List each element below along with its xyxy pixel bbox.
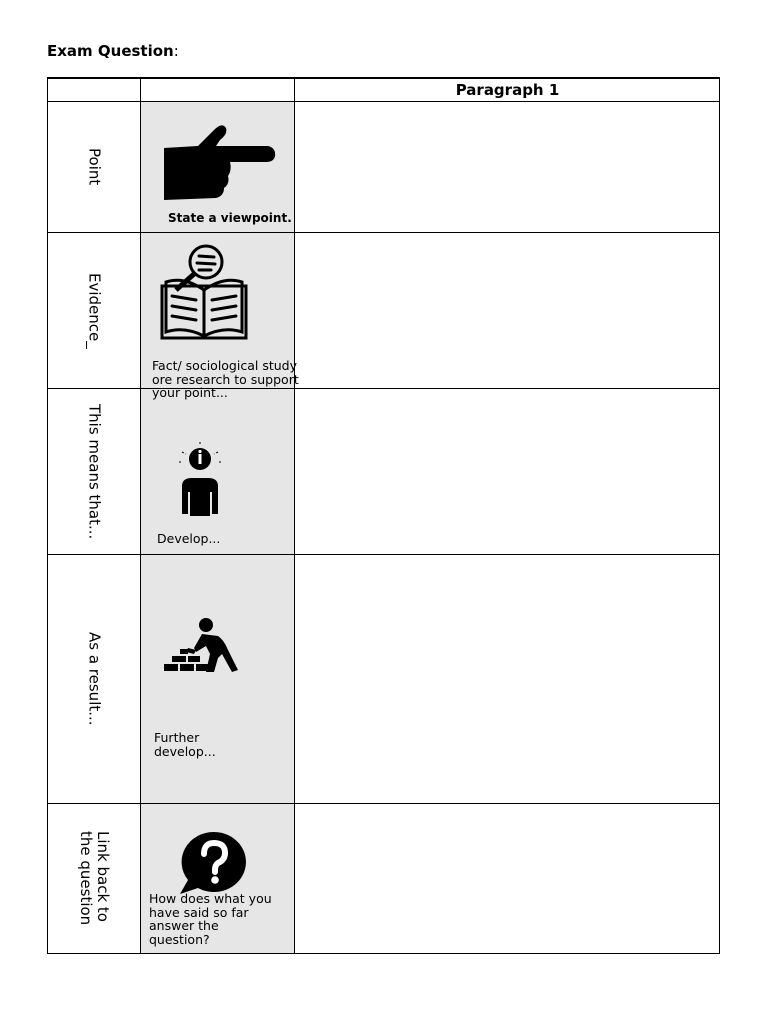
exam-question-label: Exam Question xyxy=(47,42,174,60)
point-caption: State a viewpoint. xyxy=(168,211,292,225)
question-bubble-icon xyxy=(178,830,250,896)
row-label-evidence: Evidence_ xyxy=(85,272,104,349)
exam-question-colon: : xyxy=(173,42,179,60)
row-label-this-means: This means that... xyxy=(85,403,104,540)
exam-question-title xyxy=(47,42,179,60)
row-label-link-back: Link back to the question xyxy=(77,831,112,926)
pointing-hand-icon xyxy=(158,120,278,206)
row-label-point: Point xyxy=(85,148,104,186)
paragraph-header: Paragraph 1 xyxy=(455,80,560,99)
book-magnifier-icon xyxy=(158,240,250,342)
builder-bricks-icon xyxy=(162,616,244,676)
this-means-caption: Develop... xyxy=(157,531,221,546)
person-idea-icon xyxy=(176,440,224,518)
row-label-as-a-result: As a result... xyxy=(85,632,104,726)
as-a-result-caption: Further develop... xyxy=(154,730,216,759)
link-back-caption: How does what you have said so far answer the question? xyxy=(149,891,272,947)
icon-column-background xyxy=(141,102,294,954)
evidence-caption: Fact/ sociological study ore research to support your point... xyxy=(152,358,299,400)
